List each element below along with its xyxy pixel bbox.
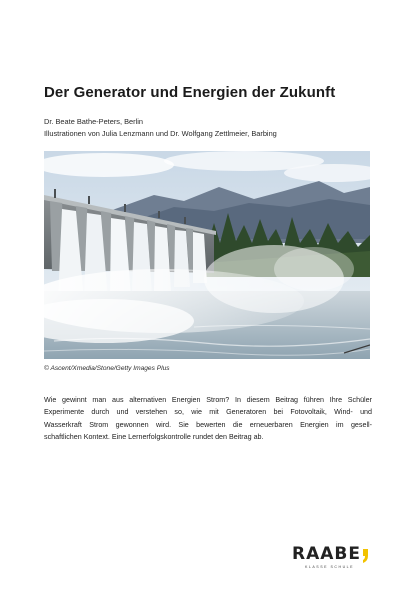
dam-photo: [44, 151, 370, 359]
photo-credit: © Ascent/Xmedia/Stone/Getty Images Plus: [44, 365, 170, 372]
logo-comma-icon: [362, 549, 368, 563]
raabe-logo: [292, 545, 372, 575]
document-title: Der Generator und Energien der Zukunft: [44, 84, 336, 101]
abstract-line: Wasserkraft Strom gewonnen wird. Sie bewerten die erneuerbaren Energien im gesell-: [44, 420, 372, 429]
logo-tagline: KLASSE SCHULE: [305, 565, 355, 569]
illustrations-credit-line: Illustrationen von Julia Lenzmann und Dr. Wolfgang Zettlmeier, Barbing: [44, 129, 277, 138]
abstract-paragraph: [44, 394, 372, 444]
author-line: Dr. Beate Bathe-Peters, Berlin: [44, 117, 144, 126]
logo-wordmark: RAABE: [292, 544, 361, 564]
abstract-line: schaftlichen Kontext. Eine Lernerfolgskontrolle rundet den Beitrag ab.: [44, 433, 264, 442]
abstract-line: Wie gewinnt man aus alternativen Energien Strom? In diesem Beitrag führen Ihre Schüler: [44, 396, 372, 404]
abstract-line: Experimente durch und verstehen so, wie mit Generatoren bei Fotovoltaik, Wind- und: [44, 408, 372, 417]
